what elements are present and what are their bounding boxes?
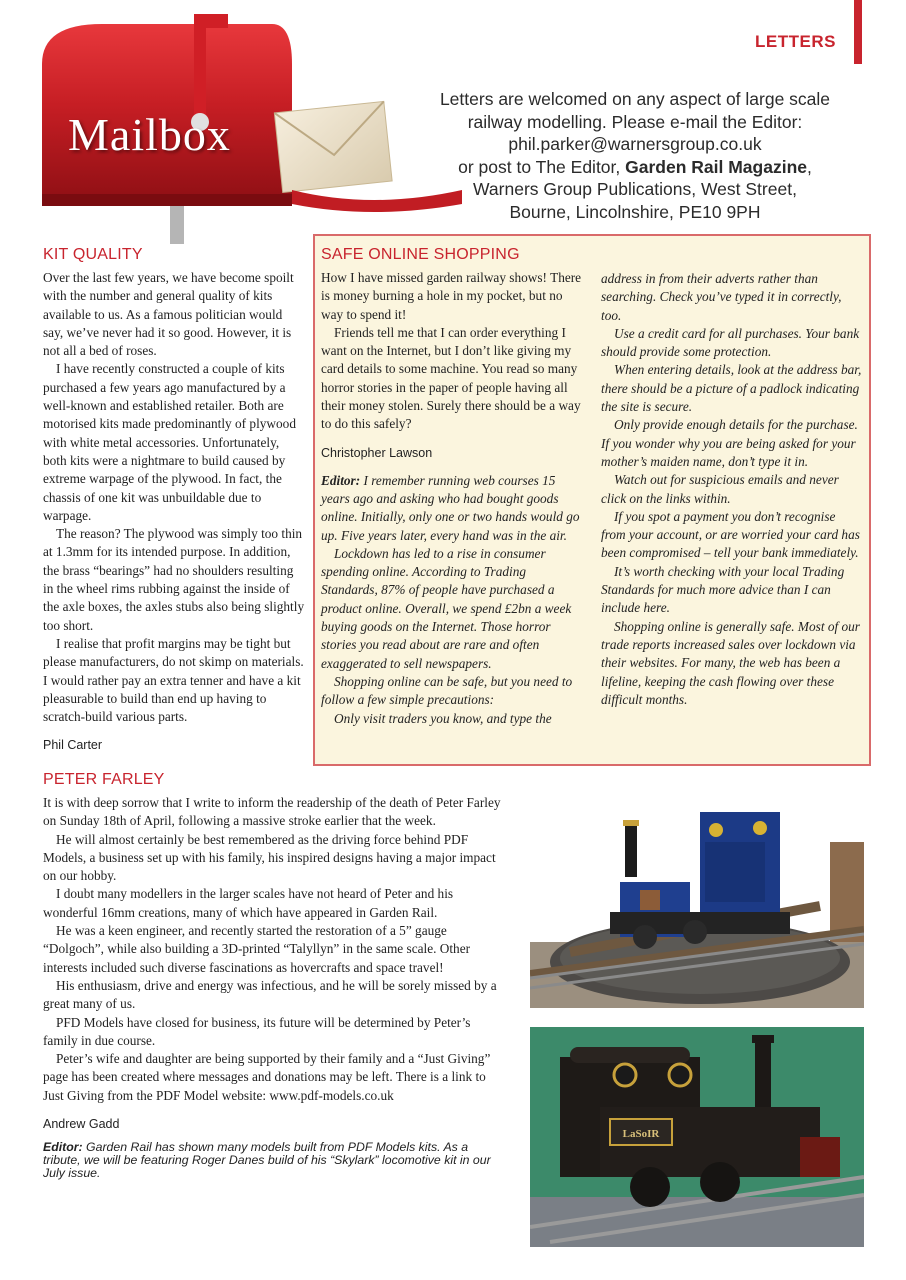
paragraph: Shopping online can be safe, but you need to follow a few simple precautions: xyxy=(321,673,573,708)
editor-reply xyxy=(321,472,583,728)
mailbox-title: Mailbox xyxy=(68,109,231,160)
editor-email-link[interactable]: phil.parker@warnersgroup.co.uk xyxy=(508,134,762,154)
loco-nameplate: LaSoIR xyxy=(622,1128,660,1140)
letter-body xyxy=(43,794,503,1105)
paragraph: Friends tell me that I can order everything I want on the Internet, but I don’t like giving my card details to some machine. You read so many horror stories in the paper of people having all their money stolen. Surely there should be a way to do this safely? xyxy=(321,324,581,432)
paragraph: Lockdown has led to a rise in consumer spending online. According to Trading Standards, 87% of people have purchased a product online. Overall, we spend £2bn a week buying goods on the Internet. Those horror stories you read about are rare and often exaggerated to sell newspapers. xyxy=(321,545,572,671)
section-label: LETTERS xyxy=(755,32,836,51)
letters-intro xyxy=(415,88,855,223)
paragraph: He was a keen engineer, and recently started the restoration of a 5” gauge “Dolgoch”, while also building a 3D-printed “Talyllyn” in the same scale. Other interests included such diverse fascinations as hovercrafts and space travel! xyxy=(43,923,471,975)
paragraph: He will almost certainly be best remembered as the driving force behind PDF Models, a business set up with his family, his inspired designs having a major impact on our hobby. xyxy=(43,831,496,884)
black-locomotive-photo xyxy=(530,1027,864,1247)
letter-kit-quality xyxy=(43,246,305,752)
editor-label: Editor: xyxy=(43,1140,83,1155)
blue-locomotive-photo xyxy=(530,802,864,1008)
paragraph: I have recently constructed a couple of kits purchased a few years ago manufactured by a well-known and established retailer. Both are motorised kits made predominantly of plywood with white metal accessories. Unfortunately, both kits were a nightmare to build caused by extreme warpage of the plywood. In fact, the chassis of one kit was unbuildable due to warpage. xyxy=(43,361,296,523)
paragraph: Watch out for suspicious emails and never click on the links within. xyxy=(601,472,839,506)
paragraph: It is with deep sorrow that I write to inform the readership of the death of Peter Farley on Sunday 18th of April, following a massive stroke earlier that the week. xyxy=(43,795,501,829)
paragraph: Over the last few years, we have become spoilt with the number and general quality of kits available to us. As a famous politician would say, we’ve never had it so good. However, it is not all a bed of roses. xyxy=(43,270,294,359)
paragraph: address in from their adverts rather than searching. Check you’ve typed it in correctly, too. xyxy=(601,271,842,323)
intro-line xyxy=(415,156,855,179)
paragraph-text: I remember running web courses 15 years ago and asking who had bought goods online. Initially, only one or two hands would go up. Five years later, every hand was in the air. xyxy=(321,472,580,543)
editor-label: Editor: xyxy=(321,472,361,488)
editor-note xyxy=(43,1141,503,1180)
letter-signature: Christopher Lawson xyxy=(321,445,433,460)
letter-safe-shopping-col1 xyxy=(321,246,583,728)
intro-line: railway modelling. Please e-mail the Editor: xyxy=(467,111,803,132)
paragraph: The reason? The plywood was simply too thin at 1.3mm for its intended purpose. In addition, the brass “bearings” had no shoulders resulting in the wheel rims rubbing against the inside of the axle boxes, the axles stubs also being slightly too short. xyxy=(43,526,305,633)
paragraph: I doubt many modellers in the larger scales have not heard of Peter and his wonderful 16mm creations, many of which have appeared in Garden Rail. xyxy=(43,886,454,920)
letter-signature: Phil Carter xyxy=(43,738,103,753)
intro-line: Bourne, Lincolnshire, PE10 9PH xyxy=(509,201,761,222)
letter-body xyxy=(321,269,583,434)
letter-heading: PETER FARLEY xyxy=(43,771,165,788)
paragraph: Peter’s wife and daughter are being supported by their family and a “Just Giving” page has been created where messages and donations may be left. There is a link to Just Giving from the PDF Model website: www.pdf-models.co.uk xyxy=(43,1051,491,1103)
paragraph: If you spot a payment you don’t recognise from your account, or are worried your card has been compromised – tell your bank immediately. xyxy=(601,508,860,561)
intro-line: Letters are welcomed on any aspect of large scale xyxy=(439,89,831,109)
paragraph: His enthusiasm, drive and energy was infectious, and he will be sorely missed by a great many of us. xyxy=(43,977,497,1012)
paragraph: Only visit traders you know, and type the xyxy=(334,710,552,726)
paragraph xyxy=(321,472,583,545)
paragraph: Use a credit card for all purchases. Your bank should provide some protection. xyxy=(601,325,860,360)
letter-peter-farley xyxy=(43,771,503,1180)
intro-line-text: , xyxy=(807,156,812,177)
letter-heading: KIT QUALITY xyxy=(43,246,143,263)
intro-line: Warners Group Publications, West Street, xyxy=(473,179,797,199)
letter-signature: Andrew Gadd xyxy=(43,1117,120,1132)
editor-note-text: Garden Rail has shown many models built from PDF Models kits. As a tribute, we will be featuring Roger Danes build of his “Skylark” locomotive kit in our July issue. xyxy=(43,1140,491,1181)
magazine-name: Garden Rail Magazine xyxy=(625,156,807,177)
letter-body xyxy=(43,269,305,726)
paragraph: Shopping online is generally safe. Most of our trade reports increased sales over lockdown via their websites. For many, the web has been a lifeline, keeping the cash flowing over these difficult months. xyxy=(601,618,860,707)
section-color-bar xyxy=(854,0,862,64)
paragraph: It’s worth checking with your local Trading Standards for much more advice than I can include here. xyxy=(601,563,845,616)
paragraph: How I have missed garden railway shows! There is money burning a hole in my pocket, but no way to spend it! xyxy=(321,270,582,322)
paragraph: I realise that profit margins may be tight but please manufacturers, do not skimp on materials. I would rather pay an extra tenner and have a kit pleasurable to build than end up having to scratch-build various parts. xyxy=(43,635,304,725)
intro-line-text: or post to The Editor, xyxy=(458,156,621,177)
paragraph: When entering details, look at the address bar, there should be a picture of a padlock indicating the site is secure. xyxy=(601,362,862,415)
letter-heading: SAFE ONLINE SHOPPING xyxy=(321,246,520,263)
paragraph: PFD Models have closed for business, its future will be determined by Peter’s family in due course. xyxy=(43,1014,471,1048)
letter-safe-shopping-col2 xyxy=(601,270,863,709)
paragraph: Only provide enough details for the purchase. If you wonder why you are being asked for your mother’s maiden name, don’t type it in. xyxy=(601,417,858,469)
